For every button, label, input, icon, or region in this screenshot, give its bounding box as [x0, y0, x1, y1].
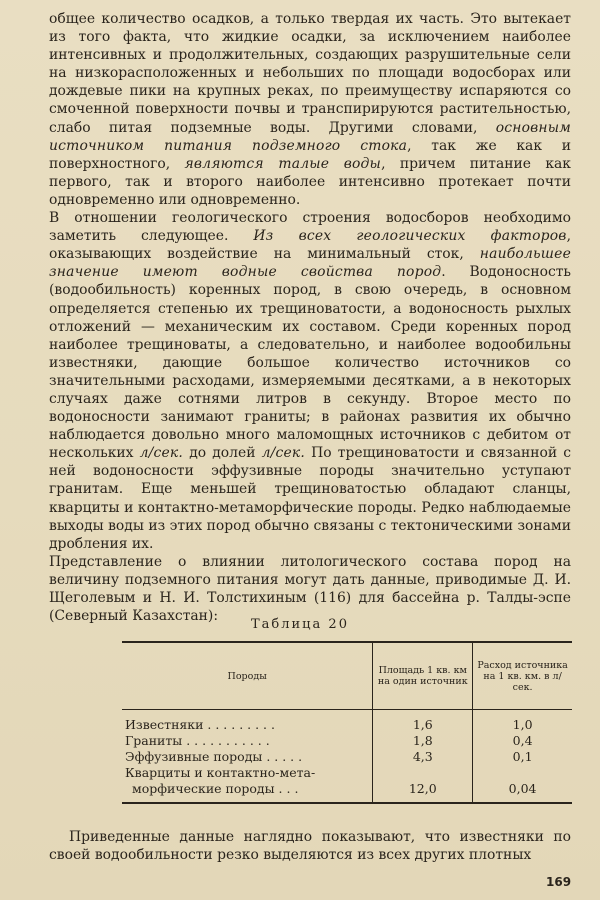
paragraph-4 — [49, 828, 571, 864]
discharge-value: 0,04 — [473, 780, 572, 803]
rock-name-line2: морфические породы . . . — [132, 781, 299, 796]
rock-name: Эффузивные породы . . . . . — [125, 749, 303, 764]
italic-emphasis: Из всех геологических факторов — [253, 228, 567, 245]
area-value: 1,6 — [373, 716, 473, 732]
header-discharge: Расход источника на 1 кв. км. в л/сек. — [473, 642, 572, 710]
area-value: 4,3 — [373, 748, 473, 764]
table-caption: Таблица 20 — [251, 617, 349, 632]
paragraph-2 — [49, 209, 571, 553]
text-run: , так же как и поверхностного, — [49, 137, 571, 172]
header-rocks: Породы — [227, 670, 267, 682]
table-row — [122, 764, 572, 780]
text-run: В отношении геологического строения водосборов необходимо заметить следующее. — [49, 210, 571, 245]
italic-unit: л/сек. — [139, 445, 184, 462]
paragraph-1 — [49, 10, 571, 209]
area-value: 1,8 — [373, 732, 473, 748]
text-run: . Водоносность (водообильность) коренных пород, в свою очередь, в основном определяется степенью их трещиноватости, а водоносность рыхлых отложений — механическим их составом. Среди коренных пород наиболее трещиноваты, а следовательно, и наиболее водообильны известняки, дающие большое количество источников со значительными расходами, измеряемыми десятками, а в некоторых случаях даже сотнями литров в секунду. Второе место по водоносности занимают граниты; в районах развития их обычно наблюдается довольно много маломощных источников с дебитом от нескольких — [49, 264, 571, 462]
italic-emphasis: основным источником питания подземного стока — [49, 119, 572, 154]
table-row — [122, 732, 572, 748]
discharge-value: 0,4 — [473, 732, 572, 748]
paragraph-4-text: Приведенные данные наглядно показывают, что известняки по своей водообильности резко выделяются из всех других плотных — [49, 829, 571, 864]
area-value: 12,0 — [373, 780, 473, 803]
body-text — [49, 10, 571, 625]
table-row — [122, 748, 572, 764]
table-row — [122, 780, 572, 803]
header-area: Площадь 1 кв. км на один источник — [373, 642, 473, 710]
italic-unit: л/сек. — [261, 445, 306, 462]
text-run: до долей — [189, 445, 256, 462]
table-row — [122, 716, 572, 732]
italic-emphasis: являются талые воды — [184, 155, 382, 172]
text-run: По трещиноватости и связанной с ней водоносности эффузивные породы значительно уступают гранитам. Еще меньшей трещиноватостью обладают сланцы, кварциты и контактно-метаморфические породы. Редко наблюдаемые выходы воды из этих пород обычно связаны с тектоническими зонами дробления их. — [49, 445, 572, 552]
rock-name: Известняки . . . . . . . . . — [125, 717, 275, 732]
rock-name-line1: Кварциты и контактно-мета- — [125, 765, 316, 780]
page-number: 169 — [546, 875, 572, 889]
text-run: общее количество осадков, а только твердая их часть. Это вытекает из того факта, что жидкие осадки, за исключением наиболее интенсивных и продолжительных, создающих разрушительные сели на низкорасположенных и небольших по площади водосборах или дождевые пики на крупных реках, по преимуществу испаряются со смоченной поверхности почвы и транспирируются растительностью, слабо питая подземные воды. Другими словами, — [49, 11, 571, 136]
data-table — [122, 641, 572, 804]
discharge-value: 0,1 — [473, 748, 572, 764]
text-run: , оказывающих воздействие на минимальный сток, — [49, 228, 571, 263]
rock-name: Граниты . . . . . . . . . . . — [125, 733, 270, 748]
text-run: , причем питание как первого, так и второго наиболее интенсивно протекает почти одновременно или одновременно. — [49, 155, 571, 208]
table-header-row — [122, 642, 572, 710]
italic-emphasis: наибольшее значение имеют водные свойства пород — [49, 246, 571, 281]
paragraph-3: Представление о влиянии литологического состава пород на величину подземного питания могут дать данные, приводимые Д. И. Щеголевым и Н. И. Толстихиным (116) для бассейна р. Талды-эспе (Северный Казахстан): — [49, 553, 571, 625]
discharge-value: 1,0 — [473, 716, 572, 732]
